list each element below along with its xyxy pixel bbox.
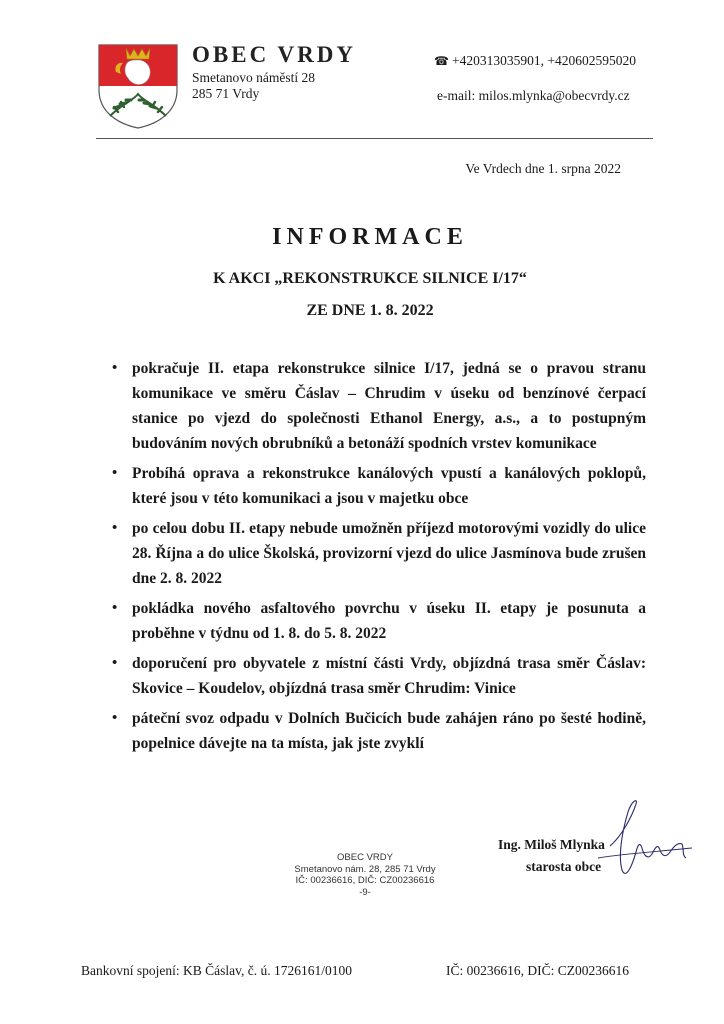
signatory-name: Ing. Miloš Mlynka — [498, 837, 605, 852]
signatory-role: starosta obce — [526, 859, 602, 874]
list-item — [112, 461, 646, 511]
information-list — [112, 356, 646, 761]
stamp-line: OBEC VRDY — [337, 852, 393, 863]
list-item — [112, 651, 646, 701]
stamp-line: Smetanovo nám. 28, 285 71 Vrdy — [294, 863, 436, 875]
organization-name: OBEC VRDY — [192, 42, 356, 67]
bullet-icon: • — [112, 465, 118, 481]
bullet-icon: • — [112, 655, 118, 671]
list-item-text: pokračuje II. etapa rekonstrukce silnice I/17, jedná se o pravou stranu komunikace ve směru Čáslav – Chrudim v úseku od benzínové čerpací stanice po vjezd do společnosti Ethanol Energy, a.s., a to postupným budováním nových obrubníků a betonáží spodních vrstev komunikace — [132, 360, 646, 452]
document-subtitle-date: ZE DNE 1. 8. 2022 — [306, 302, 434, 319]
list-item — [112, 596, 646, 646]
list-item-text: páteční svoz odpadu v Dolních Bučicích bude zahájen ráno po šesté hodině, popelnice dávejte na ta místa, jak jste zvyklí — [132, 710, 646, 752]
list-item-text: doporučení pro obyvatele z místní části Vrdy, objízdná trasa směr Čáslav: Skovice – Koudelov, objízdná trasa směr Chrudim: Vinice — [132, 655, 646, 697]
list-item — [112, 706, 646, 756]
official-stamp — [0, 852, 724, 898]
list-item — [112, 356, 646, 456]
municipal-crest-icon — [96, 42, 180, 130]
header-divider — [96, 138, 653, 139]
list-item-text: pokládka nového asfaltového povrchu v úseku II. etapy je posunuta a proběhne v týdnu od 1. 8. do 5. 8. 2022 — [132, 600, 646, 642]
phone-numbers: +420313035901, +420602595020 — [452, 53, 636, 68]
email-contact: e-mail: milos.mlynka@obecvrdy.cz — [437, 88, 630, 103]
tax-ids: IČ: 00236616, DIČ: CZ00236616 — [446, 963, 630, 978]
stamp-line: -9- — [359, 886, 371, 898]
document-subtitle: K AKCI „REKONSTRUKCE SILNICE I/17“ — [213, 270, 527, 287]
bullet-icon: • — [112, 710, 118, 726]
list-item-text: po celou dobu II. etapy nebude umožněn příjezd motorovými vozidly do ulice 28. Října a do ulice Školská, provizorní vjezd do ulice Jasmínova bude zrušen dne 2. 8. 2022 — [132, 520, 646, 587]
phone-contact — [434, 53, 636, 69]
address-city: 285 71 Vrdy — [192, 86, 260, 101]
list-item — [112, 516, 646, 591]
bank-details: Bankovní spojení: KB Čáslav, č. ú. 1726161/0100 — [81, 963, 352, 978]
bullet-icon: • — [112, 520, 118, 536]
document-title: INFORMACE — [272, 224, 468, 250]
stamp-line: IČ: 00236616, DIČ: CZ00236616 — [295, 875, 435, 886]
bullet-icon: • — [112, 600, 118, 616]
list-item-text: Probíhá oprava a rekonstrukce kanálových vpustí a kanálových poklopů, které jsou v této komunikaci a jsou v majetku obce — [132, 465, 646, 507]
bullet-icon: • — [112, 360, 118, 376]
address-street: Smetanovo náměstí 28 — [192, 70, 315, 85]
telephone-icon: ☎ — [434, 54, 449, 68]
document-date: Ve Vrdech dne 1. srpna 2022 — [465, 161, 621, 176]
